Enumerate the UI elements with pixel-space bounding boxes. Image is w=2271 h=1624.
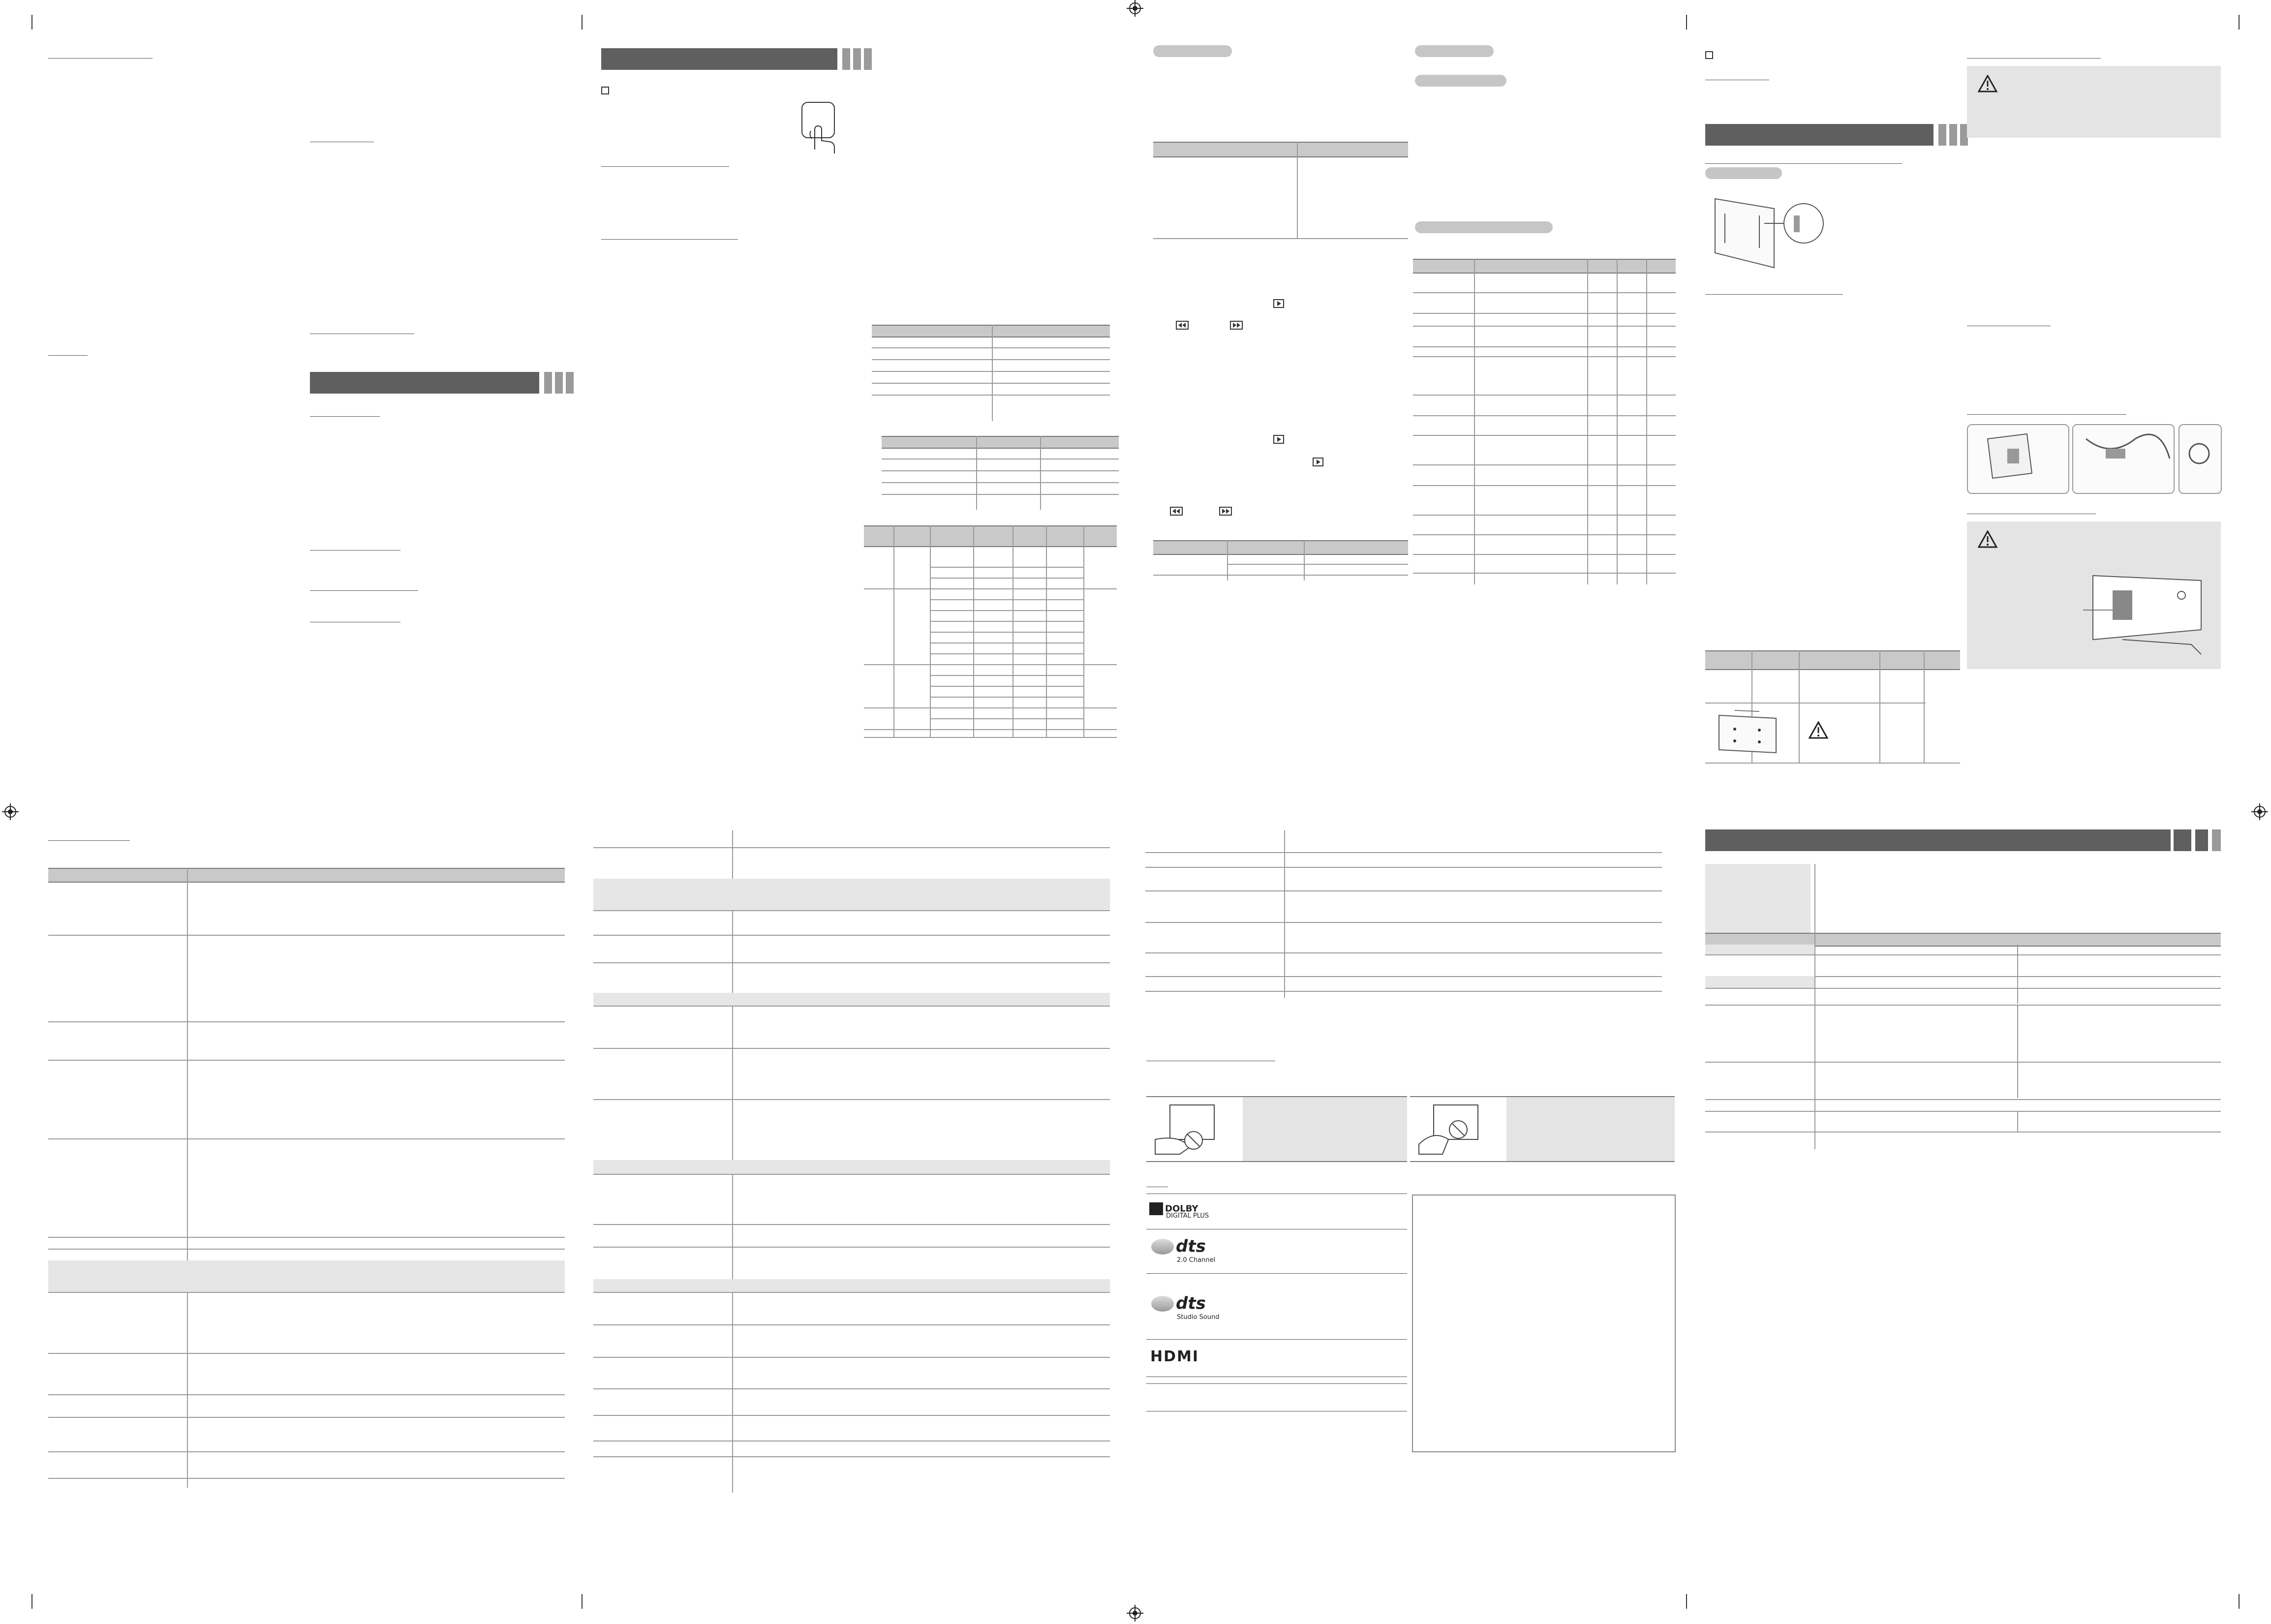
cable-holder-drawing bbox=[1973, 429, 2214, 487]
fast-forward-icon bbox=[1230, 321, 1243, 330]
specifications-table bbox=[1705, 864, 2221, 1149]
crop-mark bbox=[31, 15, 32, 30]
section-header-bar bbox=[1705, 124, 1933, 146]
care-caption-area bbox=[1506, 1097, 1675, 1161]
crop-mark bbox=[1686, 15, 1687, 30]
warning-triangle-icon bbox=[1809, 721, 1828, 739]
subsection-rule bbox=[310, 590, 418, 591]
dts-studio-sound-logo bbox=[1151, 1293, 1219, 1321]
dolby-digital-plus-logo bbox=[1149, 1202, 1209, 1220]
logo-divider bbox=[1146, 1339, 1407, 1340]
subheading-pill bbox=[1415, 75, 1506, 87]
subheading-pill bbox=[1415, 221, 1553, 233]
troubleshooting-table-3 bbox=[1145, 830, 1662, 998]
subsection-rule bbox=[48, 58, 153, 59]
subsection-rule bbox=[1705, 163, 1902, 164]
dts-studio-sub-label: Studio Sound bbox=[1177, 1313, 1220, 1321]
section-header-bar bbox=[1705, 829, 2171, 851]
fast-forward-icon bbox=[1219, 507, 1232, 516]
subsection-rule bbox=[601, 166, 729, 167]
crop-mark bbox=[582, 1594, 583, 1609]
subheading-pill bbox=[1705, 167, 1782, 179]
rewind-icon bbox=[1170, 507, 1183, 516]
crosshair-target-icon bbox=[1127, 1605, 1143, 1622]
crop-mark bbox=[31, 1594, 32, 1609]
care-illustration-panel bbox=[1146, 1096, 1407, 1162]
warning-box bbox=[1967, 521, 2221, 669]
dts-label: dts bbox=[1176, 1236, 1206, 1256]
subsection-rule bbox=[601, 239, 738, 240]
subsection-rule bbox=[48, 840, 130, 841]
rewind-icon bbox=[1176, 321, 1189, 330]
section-tab bbox=[2212, 829, 2221, 851]
subsection-rule bbox=[48, 355, 88, 356]
hand-touch-icon bbox=[1414, 1100, 1498, 1157]
media-table bbox=[1153, 142, 1408, 238]
format-table bbox=[1413, 259, 1676, 584]
warning-triangle-icon bbox=[1978, 530, 1997, 548]
troubleshooting-table-1 bbox=[48, 868, 565, 1488]
dts-sub-label: 2.0 Channel bbox=[1177, 1256, 1216, 1264]
subheading-pill bbox=[1415, 45, 1494, 57]
resolution-table bbox=[864, 525, 1117, 737]
section-header-bar bbox=[310, 372, 539, 394]
wall-mount-illustration bbox=[1705, 194, 1828, 273]
crop-mark bbox=[2239, 1594, 2240, 1609]
spec-table-b bbox=[882, 436, 1119, 510]
hand-touch-icon bbox=[800, 100, 844, 154]
subsection-rule bbox=[1967, 58, 2101, 59]
checkbox-icon bbox=[601, 87, 609, 94]
section-tab bbox=[2195, 829, 2208, 851]
anti-fall-illustration bbox=[2083, 571, 2211, 664]
section-header-bar bbox=[601, 48, 837, 70]
dts-2ch-logo bbox=[1151, 1236, 1215, 1264]
troubleshooting-table-2 bbox=[593, 830, 1110, 1493]
hdmi-logo bbox=[1150, 1348, 1199, 1365]
care-illustration-panel bbox=[1410, 1096, 1675, 1162]
hdmi-label: HDMI bbox=[1150, 1348, 1199, 1365]
crop-mark bbox=[1686, 1594, 1687, 1609]
play-icon bbox=[1313, 458, 1323, 466]
warning-triangle-icon bbox=[1978, 75, 1997, 92]
crosshair-target-icon bbox=[1127, 0, 1143, 17]
dolby-sub-label: DIGITAL PLUS bbox=[1166, 1212, 1209, 1220]
care-caption-area bbox=[1243, 1097, 1407, 1161]
play-icon bbox=[1273, 299, 1284, 308]
crosshair-target-icon bbox=[2, 803, 19, 820]
playback-table bbox=[1153, 540, 1408, 581]
play-icon bbox=[1273, 435, 1284, 444]
subsection-rule bbox=[1705, 294, 1843, 295]
crosshair-target-icon bbox=[2251, 803, 2268, 820]
section-tab bbox=[2174, 829, 2191, 851]
dts-studio-label: dts bbox=[1176, 1293, 1206, 1314]
license-notice-box bbox=[1412, 1195, 1676, 1452]
subsection-rule bbox=[310, 550, 400, 551]
spec-table-a bbox=[872, 325, 1110, 421]
subsection-rule bbox=[1967, 414, 2126, 415]
subsection-rule bbox=[310, 416, 380, 417]
subheading-pill bbox=[1153, 45, 1232, 57]
hand-touch-icon bbox=[1150, 1100, 1234, 1157]
logo-divider bbox=[1146, 1383, 1407, 1384]
dolby-label: DOLBY bbox=[1165, 1203, 1198, 1214]
crop-mark bbox=[582, 15, 583, 30]
vesa-diagram-illustration bbox=[1712, 705, 1786, 760]
logo-divider bbox=[1146, 1273, 1407, 1274]
crop-mark bbox=[2239, 15, 2240, 30]
warning-box bbox=[1967, 66, 2221, 138]
checkbox-icon bbox=[1705, 51, 1713, 59]
